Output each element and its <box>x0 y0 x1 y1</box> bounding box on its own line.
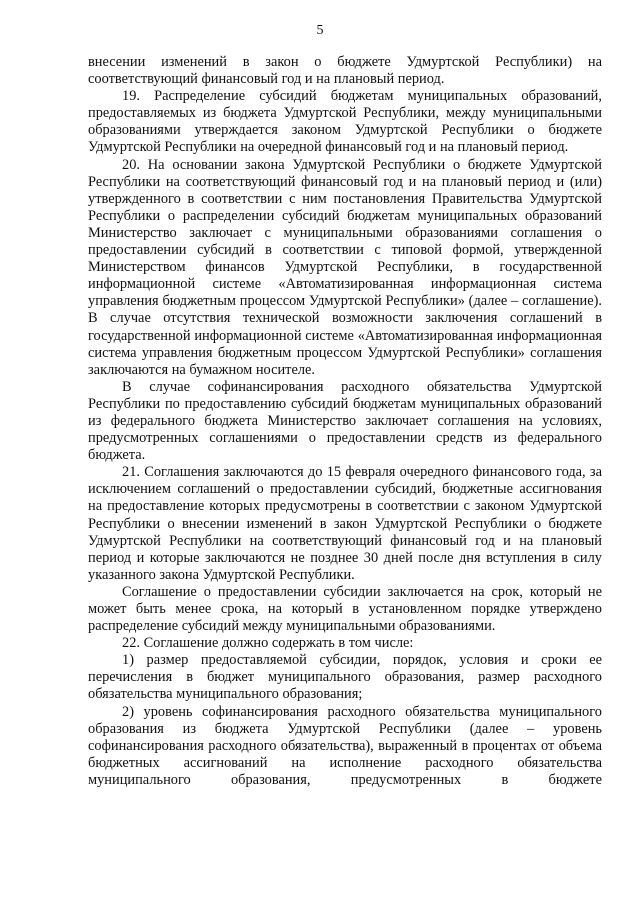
paragraph-19: 19. Распределение субсидий бюджетам муниципальных образований, предоставляемых из бюджета Удмуртской Республики, между муниципальными образованиями утверждается законом Удмуртской Республики о бюджете Удмуртской Республики на очередной финансовый год и на плановый период. <box>88 88 602 156</box>
list-item-2: 2) уровень софинансирования расходного обязательства муниципального образования из бюджета Удмуртской Республики (далее – уровень софинансирования расходного обязательства), выраженный в процентах от объема бюджетных ассигнований на исполнение расходного обязательства муниципального образования, предусмотренных в бюджете <box>88 703 602 788</box>
page-number: 5 <box>316 23 324 38</box>
paragraph-21: 21. Соглашения заключаются до 15 февраля очередного финансового года, за исключением соглашений о предоставлении субсидий, бюджетные ассигнования на предоставление которых предусмотрены в соответствии с законом Удмуртской Республики о внесении изменений в закон Удмуртской Республики о бюджете Удмуртской Республики на соответствующий финансовый год и на плановый период и которые заключаются не позднее 30 дней после дня вступления в силу указанного закона Удмуртской Республики. <box>88 464 602 583</box>
document-body <box>88 54 602 789</box>
paragraph-agreement-term: Соглашение о предоставлении субсидии заключается на срок, который не может быть менее срока, на который в установленном порядке утверждено распределение субсидий между муниципальными образованиями. <box>88 583 602 635</box>
paragraph-continuation: внесении изменений в закон о бюджете Удмуртской Республики) на соответствующий финансовый год и на плановый период. <box>88 54 602 88</box>
paragraph-cofinancing: В случае софинансирования расходного обязательства Удмуртской Республики по предоставлению субсидий бюджетам муниципальных образований из федерального бюджета Министерство заключает соглашения на условиях, предусмотренных соглашениями о предоставлении средств из федерального бюджета. <box>88 378 602 464</box>
paragraph-22: 22. Соглашение должно содержать в том числе: <box>122 635 414 652</box>
list-item-1: 1) размер предоставляемой субсидии, порядок, условия и сроки ее перечисления в бюджет муниципального образования, размер расходного обязательства муниципального образования; <box>88 652 602 703</box>
paragraph-20: 20. На основании закона Удмуртской Республики о бюджете Удмуртской Республики на соответствующий финансовый год и на плановый период и (или) утвержденного в соответствии с ним постановления Правительства Удмуртской Республики о распределении субсидий бюджетам муниципальных образований Министерство заключает с муниципальными образованиями соглашения о предоставлении субсидий в соответствии с типовой формой, утвержденной Министерством финансов Удмуртской Республики, в государственной информационной системе «Автоматизированная информационная система управления бюджетным процессом Удмуртской Республики» (далее – соглашение). В случае отсутствия технической возможности заключения соглашений в государственной информационной системе «Автоматизированная информационная система управления бюджетным процессом Удмуртской Республики» соглашения заключаются на бумажном носителе. <box>88 156 602 378</box>
